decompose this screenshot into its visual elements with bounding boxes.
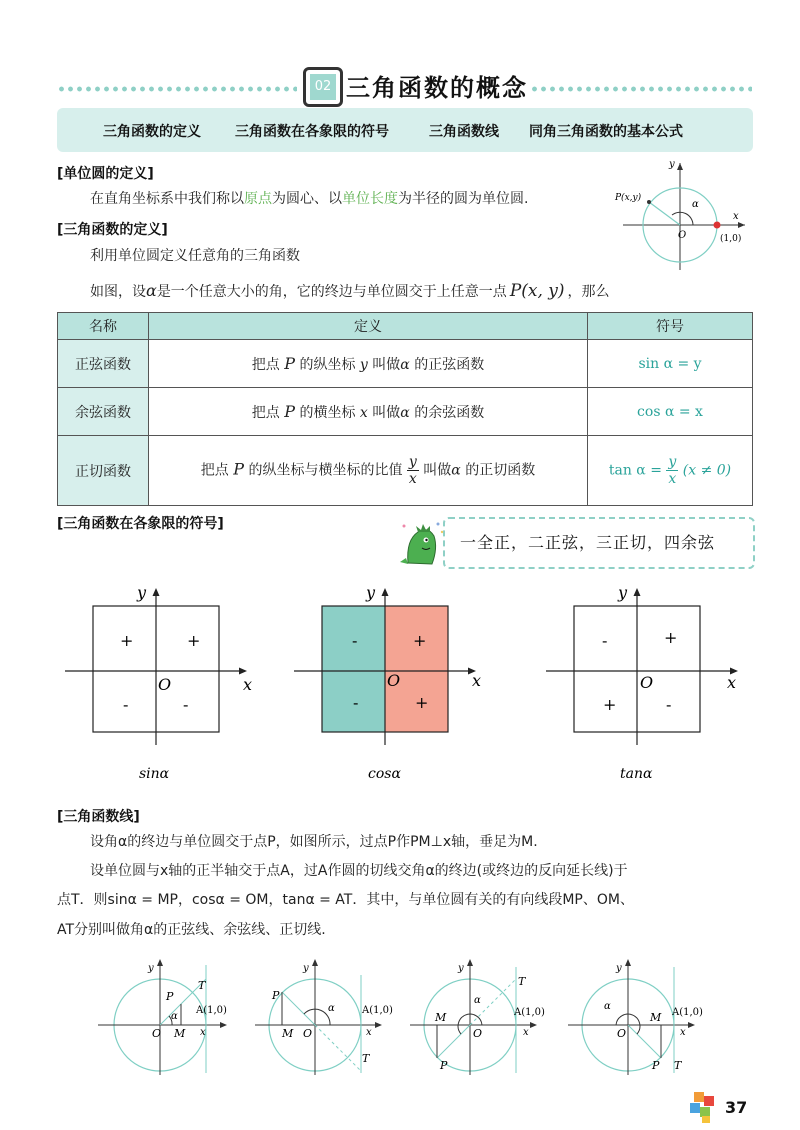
y-axis-label: y bbox=[618, 583, 628, 602]
table-header: 符号 bbox=[588, 313, 753, 340]
origin-label: O bbox=[387, 671, 401, 690]
fig-a: A(1,0) bbox=[196, 1005, 227, 1016]
banner-topic: 三角函数线 bbox=[429, 124, 499, 140]
svg-text:y: y bbox=[458, 963, 464, 974]
sign-q1: + bbox=[187, 631, 201, 650]
svg-text:A(1,0): A(1,0) bbox=[362, 1005, 393, 1016]
trig-figure-q3 bbox=[410, 959, 545, 1075]
function-symbol: cos α = x bbox=[588, 388, 753, 436]
svg-text:x: x bbox=[366, 1027, 372, 1038]
chart-caption: cosα bbox=[368, 766, 401, 782]
svg-text:A(1,0): A(1,0) bbox=[672, 1007, 703, 1018]
header-dots-right bbox=[530, 86, 752, 92]
highlight-origin: 原点 bbox=[244, 191, 272, 207]
mnemonic-text: 一全正，二正弦，三正切，四余弦 bbox=[460, 533, 716, 552]
function-definition: 把点 P 的纵坐标与横坐标的比值 $\frac{y}{x}$ 叫做α 的正切函数 bbox=[149, 436, 588, 506]
fig-o: O bbox=[152, 1027, 162, 1040]
svg-text:P: P bbox=[272, 989, 280, 1002]
fig-m: M bbox=[174, 1027, 186, 1040]
table-row bbox=[58, 340, 753, 388]
sign-q4: + bbox=[415, 693, 429, 712]
sign-q2: - bbox=[602, 631, 608, 650]
dinosaur-mascot-icon bbox=[398, 518, 446, 568]
svg-text:α: α bbox=[604, 1001, 611, 1012]
banner-topic: 同角三角函数的基本公式 bbox=[529, 124, 683, 140]
trig-line-figures bbox=[90, 955, 720, 1080]
chart-caption: tanα bbox=[620, 766, 653, 782]
trig-figure-q2 bbox=[255, 959, 393, 1075]
positive-region bbox=[385, 606, 448, 732]
table-header: 名称 bbox=[58, 313, 149, 340]
x-axis-label: x bbox=[243, 675, 253, 694]
origin-label: O bbox=[678, 230, 687, 241]
unit-circle-figure bbox=[605, 155, 755, 273]
x-axis-label: x bbox=[727, 673, 737, 692]
origin-label: O bbox=[158, 675, 172, 694]
svg-text:P: P bbox=[440, 1059, 448, 1072]
quadrant-sign-charts bbox=[57, 580, 753, 790]
trig-lines-text: 设角α的终边与单位圆交于点P，如图所示，过点P作PM⊥x轴，垂足为M. bbox=[90, 834, 538, 850]
trig-lines-text: 设单位圆与x轴的正半轴交于点A，过A作圆的切线交角α的终边(或终边的反向延长线)于 bbox=[90, 863, 628, 879]
header-dots-left bbox=[57, 86, 297, 92]
definition-heading: [三角函数的定义] bbox=[57, 222, 168, 238]
function-name: 余弦函数 bbox=[58, 388, 149, 436]
sign-q1: + bbox=[413, 631, 427, 650]
function-name: 正切函数 bbox=[58, 436, 149, 506]
section-number: 02 bbox=[310, 74, 336, 100]
point-a bbox=[714, 222, 721, 229]
svg-text:y: y bbox=[616, 963, 622, 974]
negative-region bbox=[322, 606, 385, 732]
fig-x: x bbox=[200, 1027, 206, 1038]
y-axis-label: y bbox=[366, 583, 376, 602]
fig-y: y bbox=[148, 963, 154, 974]
table-row bbox=[58, 388, 753, 436]
function-symbol: sin α = y bbox=[588, 340, 753, 388]
definition-line: 如图，设α是一个任意大小的角，它的终边与单位圆交于上任意一点 P(x, y) ，那么 bbox=[90, 281, 610, 301]
function-definition: 把点 P 的纵坐标 y 叫做α 的正弦函数 bbox=[149, 340, 588, 388]
svg-text:A(1,0): A(1,0) bbox=[514, 1007, 545, 1018]
trig-figure-q1 bbox=[98, 959, 227, 1075]
svg-text:P: P bbox=[652, 1059, 660, 1072]
sign-q3: + bbox=[603, 695, 617, 714]
fig-alpha: α bbox=[171, 1011, 178, 1022]
table-header: 定义 bbox=[149, 313, 588, 340]
banner-topic: 三角函数在各象限的符号 bbox=[235, 124, 389, 140]
svg-text:α: α bbox=[474, 995, 481, 1006]
section-number-box bbox=[303, 67, 343, 107]
cos-sign-chart bbox=[294, 583, 481, 782]
sign-q2: + bbox=[120, 631, 134, 650]
sign-q4: - bbox=[666, 695, 672, 714]
trig-figure-q4 bbox=[568, 959, 703, 1075]
trig-lines-text: AT分别叫做角α的正弦线、余弦线、正切线. bbox=[57, 922, 326, 938]
sign-q4: - bbox=[183, 695, 189, 714]
trig-lines-text: 点T．则sinα = MP，cosα = OM，tanα = AT．其中，与单位圆有关的有向线段MP、OM、 bbox=[57, 892, 634, 908]
publisher-logo-icon bbox=[688, 1090, 720, 1124]
svg-text:T: T bbox=[518, 975, 526, 988]
point-a-label: (1,0) bbox=[720, 234, 742, 244]
unit-circle-text: 在直角坐标系中我们称以原点为圆心、以单位长度为半径的圆为单位圆. bbox=[90, 191, 529, 207]
highlight-unit-length: 单位长度 bbox=[342, 191, 398, 207]
y-axis-label: y bbox=[137, 583, 147, 602]
svg-text:x: x bbox=[680, 1027, 686, 1038]
svg-text:T: T bbox=[674, 1059, 682, 1072]
point-expression: P(x, y) bbox=[509, 281, 565, 301]
fig-p: P bbox=[166, 990, 174, 1003]
topic-banner bbox=[57, 108, 753, 152]
svg-text:O: O bbox=[617, 1027, 627, 1040]
svg-text:M: M bbox=[282, 1027, 294, 1040]
svg-text:O: O bbox=[303, 1027, 313, 1040]
x-label: x bbox=[733, 211, 739, 222]
angle-label: α bbox=[692, 199, 699, 210]
function-symbol: tan α = $\frac{y}{x}$ (x ≠ 0) bbox=[588, 436, 753, 506]
trig-lines-heading: [三角函数线] bbox=[57, 809, 140, 825]
function-name: 正弦函数 bbox=[58, 340, 149, 388]
unit-circle-heading: [单位圆的定义] bbox=[57, 166, 154, 182]
y-label: y bbox=[669, 159, 675, 170]
svg-text:M: M bbox=[435, 1011, 447, 1024]
origin-label: O bbox=[640, 673, 654, 692]
sign-q3: - bbox=[353, 693, 359, 712]
svg-text:O: O bbox=[473, 1027, 483, 1040]
sign-q3: - bbox=[123, 695, 129, 714]
fig-t: T bbox=[198, 979, 206, 992]
page-title: 三角函数的概念 bbox=[346, 73, 528, 102]
sign-q2: - bbox=[352, 631, 358, 650]
sin-sign-chart bbox=[65, 583, 252, 782]
table-row bbox=[58, 436, 753, 506]
point-p-label: P(x,y) bbox=[615, 193, 642, 203]
point-p bbox=[647, 200, 651, 204]
definition-intro: 利用单位圆定义任意角的三角函数 bbox=[90, 248, 300, 264]
svg-text:M: M bbox=[650, 1011, 662, 1024]
svg-text:α: α bbox=[328, 1003, 335, 1014]
table-header-row bbox=[58, 313, 753, 340]
quadrant-heading: [三角函数在各象限的符号] bbox=[57, 516, 224, 532]
x-axis-label: x bbox=[472, 671, 482, 690]
definition-table bbox=[57, 312, 753, 506]
tan-sign-chart bbox=[546, 583, 738, 782]
banner-topic: 三角函数的定义 bbox=[103, 124, 201, 140]
svg-text:y: y bbox=[303, 963, 309, 974]
svg-text:x: x bbox=[523, 1027, 529, 1038]
svg-text:T: T bbox=[362, 1052, 370, 1065]
function-definition: 把点 P 的横坐标 x 叫做α 的余弦函数 bbox=[149, 388, 588, 436]
sign-q1: + bbox=[664, 628, 678, 647]
chart-caption: sinα bbox=[139, 766, 170, 782]
page-number: 37 bbox=[725, 1098, 748, 1117]
